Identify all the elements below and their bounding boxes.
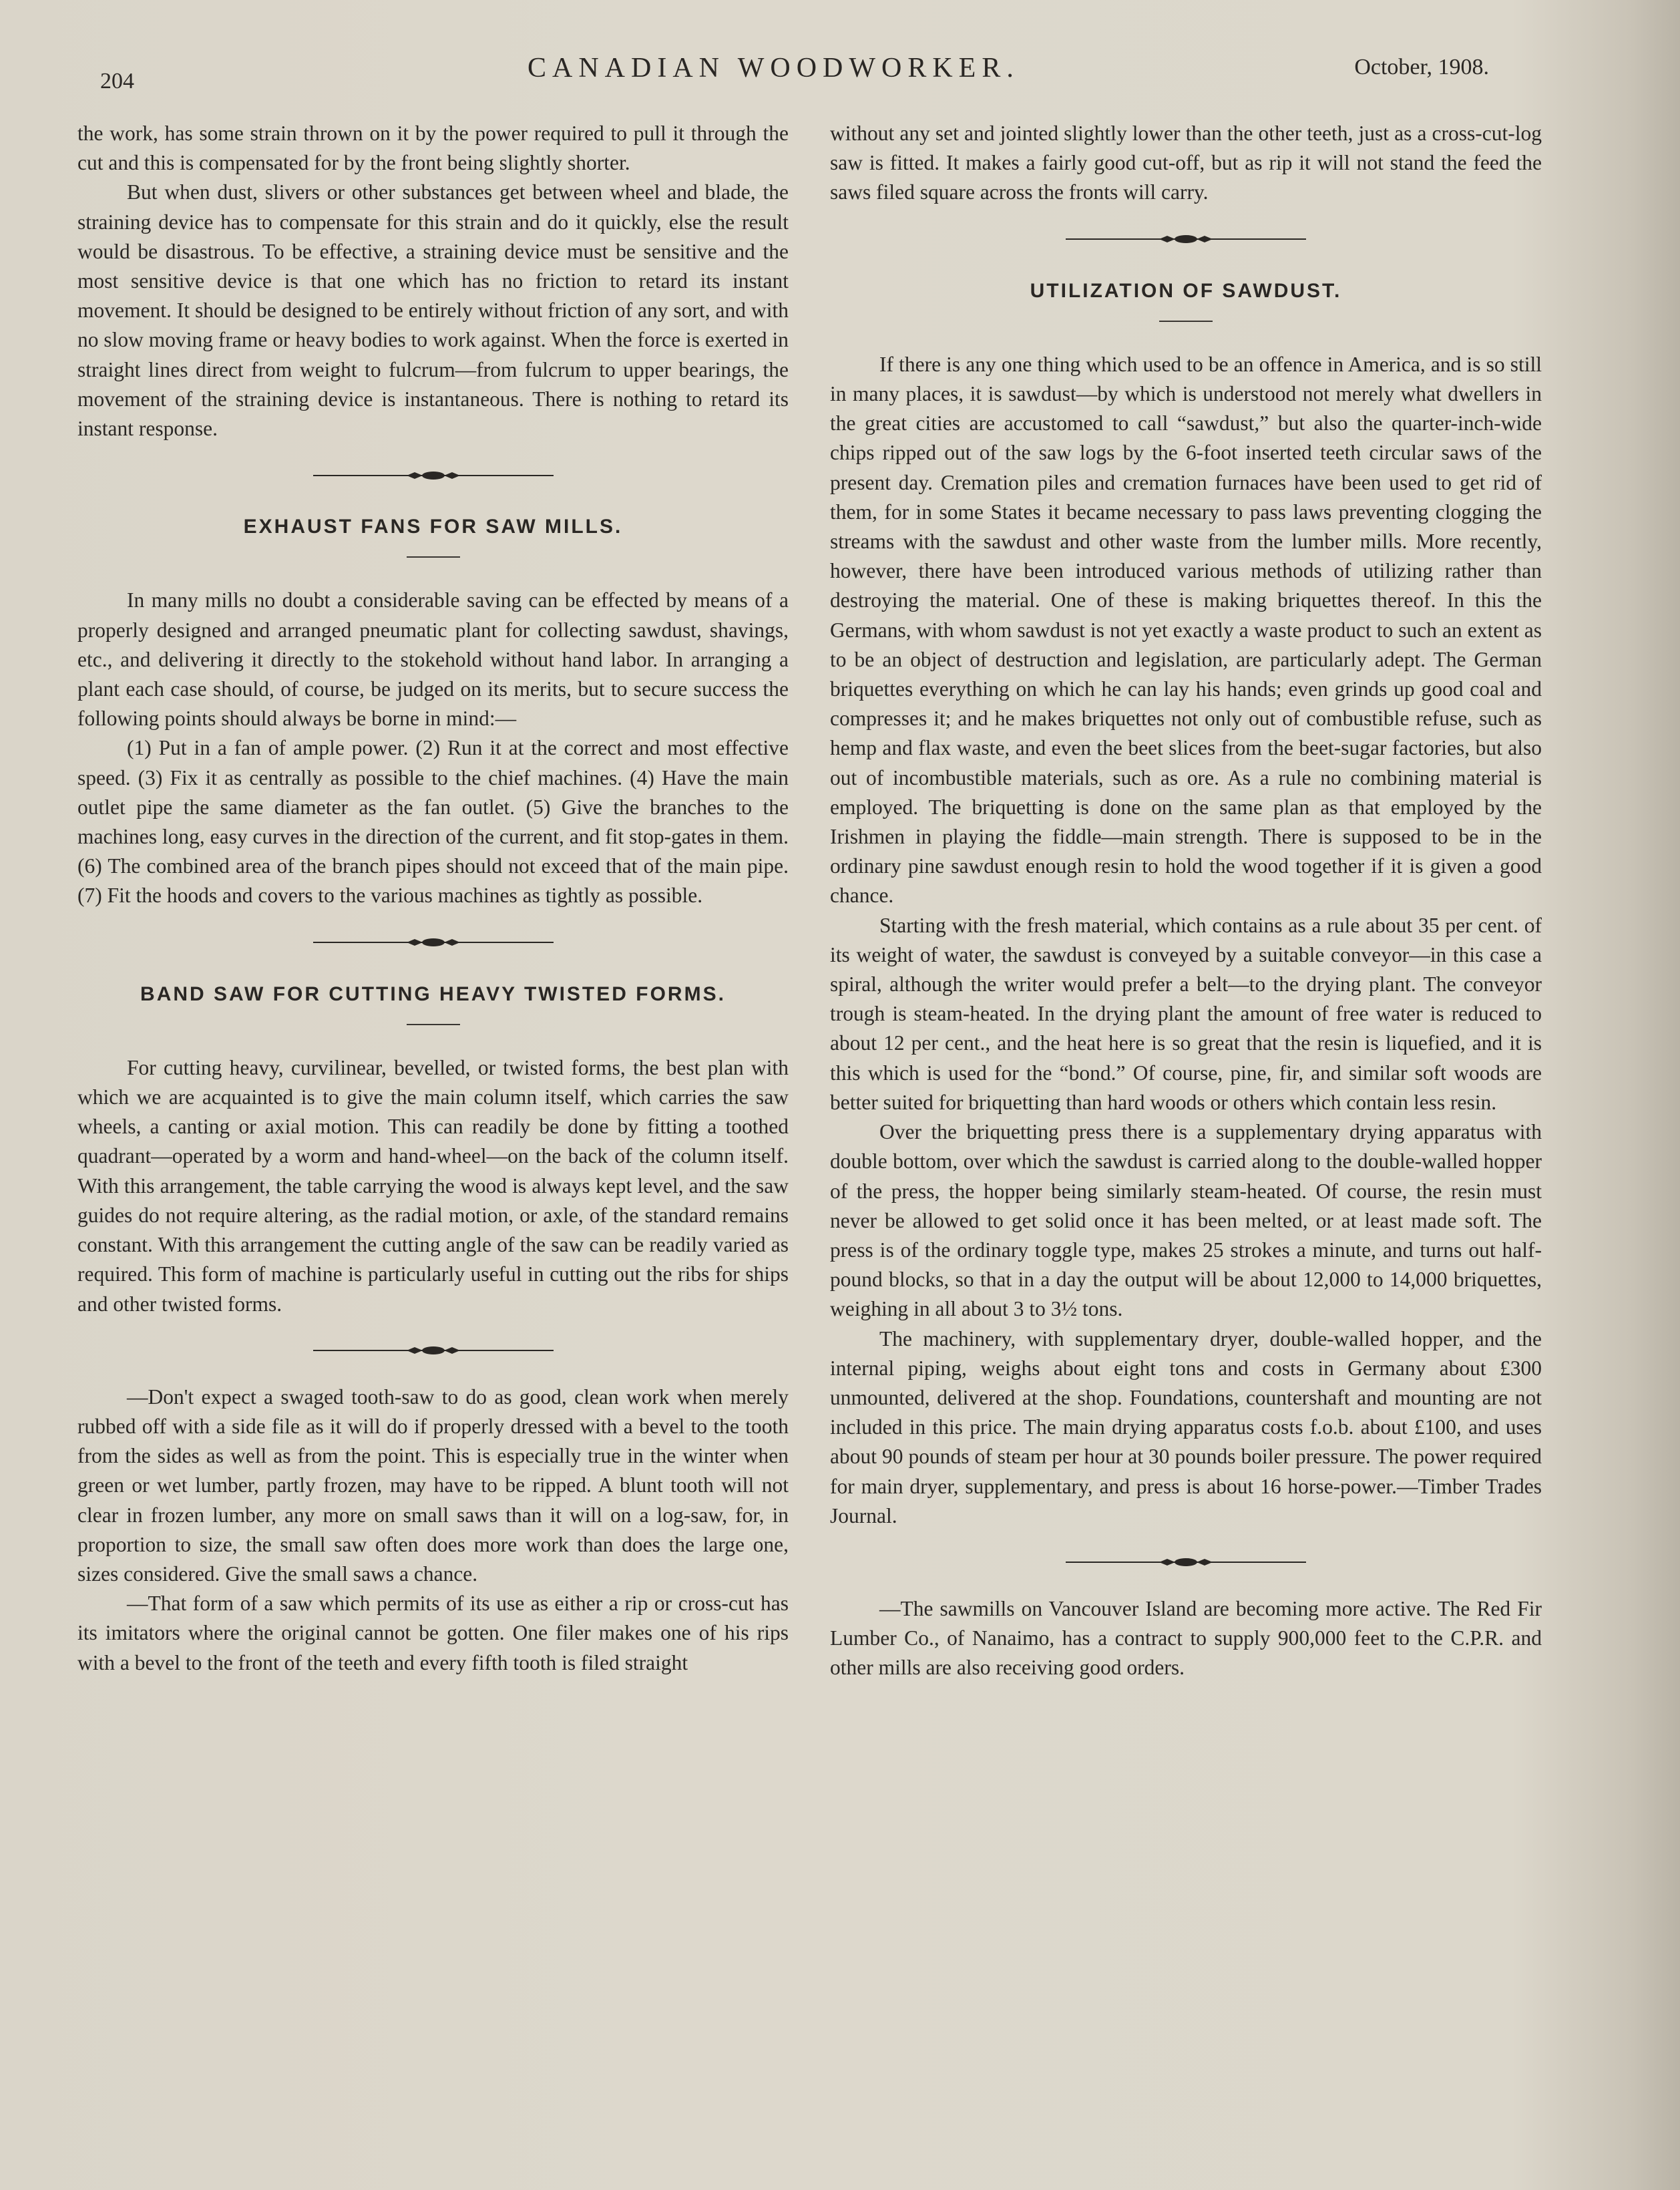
left-column	[77, 119, 789, 1678]
paragraph: —The sawmills on Vancouver Island are becoming more active. The Red Fir Lumber Co., of Nanaimo, has a contract to supply 900,000 feet to the C.P.R. and other mills are also receiving good orders.	[830, 1596, 1542, 1680]
paragraph: If there is any one thing which used to be an offence in America, and is so still in many places, it is sawdust—by which is understood not merely what dwellers in the great cities are accustomed to call “sawdust,” but also the quarter-inch-wide chips ripped out of the saw logs by the 6-foot inserted teeth circular saws of the present day. Cremation piles and cremation furnaces have been used to get rid of them, for in some States it became necessary to pass laws preventing clogging the streams with the sawdust and other waste from the lumber mills. More recently, however, there have been introduced various methods of utilizing rather than destroying the material. One of these is making briquettes thereof. In this the Germans, with whom sawdust is not yet exactly a waste product to such an extent as to be an object of destruction and legislation, are particularly adept. The German briquettes everything on which he can lay his hands; even grinds up good coal and compresses it; and he makes briquettes not only out of combustible refuse, such as hemp and flax waste, and even the beet slices from the beet-sugar factories, but also out of incombustible materials, such as ore. As a rule no combining material is employed. The briquetting is done on the same plan as that employed by the Irishmen in playing the fiddle—main strength. There is supposed to be in the ordinary pine sawdust enough resin to hold the wood together if it is given a good chance.	[830, 352, 1542, 908]
ornament-rule-icon	[1066, 1556, 1306, 1569]
right-column	[830, 119, 1542, 1683]
section-ornament	[830, 208, 1542, 271]
section-heading-exhaust-fans: EXHAUST FANS FOR SAW MILLS.	[243, 516, 623, 538]
section-ornament	[77, 1319, 789, 1383]
paragraph: Over the briquetting press there is a supplementary drying apparatus with double bottom, over which the sawdust is carried along to the double-walled hopper of the press, the hopper being similarly steam-heated. Of course, the resin must never be allowed to get solid once it has been melted, or at least made soft. The press is of the ordinary toggle type, makes 25 strokes a minute, and turns out half-pound blocks, so that in a day the output will be about 12,000 to 14,000 briquettes, weighing in all about 3 to 3½ tons.	[830, 1120, 1542, 1321]
section-ornament	[830, 1531, 1542, 1594]
journal-title: CANADIAN WOODWORKER.	[528, 53, 1020, 83]
paragraph: In many mills no doubt a considerable saving can be effected by means of a properly designed and arranged pneumatic plant for collecting sawdust, shavings, etc., and delivering it directly to the stokehold without hand labor. In arranging a plant each case should, of course, be judged on its merits, but to secure success the following points should always be borne in mind:—	[77, 588, 789, 731]
page-number: 204	[100, 69, 134, 94]
paragraph: the work, has some strain thrown on it by the power required to pull it through the cut and this is compensated for by the front being slightly shorter.	[77, 122, 789, 175]
section-heading-band-saw: BAND SAW FOR CUTTING HEAVY TWISTED FORMS.	[140, 982, 726, 1005]
paragraph: —Don't expect a swaged tooth-saw to do as good, clean work when merely rubbed off with a side file as it will do if properly dressed with a bevel to the tooth from the sides as well as from the point. This is especially true in the winter when green or wet lumber, partly frozen, may have to be ripped. A blunt tooth will not clear in frozen lumber, any more on small saws than it will on a log-saw, for, in proportion to size, the small saw often does more work than does the large one, sizes considered. Give the small saws a chance.	[77, 1385, 789, 1586]
paragraph: Starting with the fresh material, which contains as a rule about 35 per cent. of its weight of water, the sawdust is conveyed by a suitable conveyor—in this case a spiral, although the writer would prefer a belt—to the drying plant. The conveyor trough is steam-heated. In the drying plant the amount of free water is reduced to about 12 per cent., and the heat here is so great that the resin is liquefied, and it is this which is used for the “bond.” Of course, pine, fir, and similar soft woods are better suited for briquetting than hard woods or others which contain less resin.	[830, 913, 1542, 1114]
heading-rule	[407, 1024, 460, 1025]
issue-date: October, 1908.	[1354, 55, 1489, 79]
ornament-rule-icon	[313, 469, 554, 482]
heading-rule	[1159, 321, 1213, 322]
ornament-rule-icon	[1066, 232, 1306, 246]
paragraph: without any set and jointed slightly lower than the other teeth, just as a cross-cut-log saw is fitted. It makes a fairly good cut-off, but as rip it will not stand the feed the saws filed square across the fronts will carry.	[830, 122, 1542, 204]
paragraph: The machinery, with supplementary dryer, double-walled hopper, and the internal piping, weighs about eight tons and costs in Germany about £300 unmounted, delivered at the shop. Foundations, countershaft and mounting are not included in this price. The main drying apparatus costs f.o.b. about £100, and uses about 90 pounds of steam per hour at 30 pounds boiler pressure. The power required for main dryer, supplementary, and press is about 16 horse-power.—Timber Trades Journal.	[830, 1326, 1542, 1527]
page-header	[100, 52, 1489, 99]
heading-rule	[407, 556, 460, 558]
section-ornament	[77, 911, 789, 974]
section-heading-sawdust: UTILIZATION OF SAWDUST.	[1030, 279, 1342, 302]
paragraph: —That form of a saw which permits of its use as either a rip or cross-cut has its imitators where the original cannot be gotten. One filer makes one of his rips with a bevel to the front of the teeth and every fifth tooth is filed straight	[77, 1592, 789, 1674]
ornament-rule-icon	[313, 1344, 554, 1357]
paragraph: (1) Put in a fan of ample power. (2) Run it at the correct and most effective speed. (3) Fix it as centrally as possible to the chief machines. (4) Have the main outlet pipe the same diameter as the fan outlet. (5) Give the branches to the machines long, easy curves in the direction of the current, and fit stop-gates in them. (6) The combined area of the branch pipes should not exceed that of the main pipe. (7) Fit the hoods and covers to the various machines as tightly as possible.	[77, 736, 789, 908]
section-ornament	[77, 443, 789, 507]
paragraph: For cutting heavy, curvilinear, bevelled, or twisted forms, the best plan with which we are acquainted is to give the main column itself, which carries the saw wheels, a canting or axial motion. This can readily be done by fitting a toothed quadrant—operated by a worm and hand-wheel—on the back of the column itself. With this arrangement, the table carrying the wood is always kept level, and the saw guides do not require altering, as the radial motion, or axle, of the standard remains constant. With this arrangement the cutting angle of the saw can be readily varied as required. This form of machine is particularly useful in cutting out the ribs for ships and other twisted forms.	[77, 1055, 789, 1316]
paragraph: But when dust, slivers or other substances get between wheel and blade, the straining device has to compensate for this strain and do it quickly, else the result would be disastrous. To be effective, a straining device must be sensitive and the most sensitive device is that one which has no friction to retard its instant movement. It should be designed to be entirely without friction of any sort, and with no slow moving frame or heavy bodies to work against. When the force is exerted in straight lines direct from weight to fulcrum—from fulcrum to upper bearings, the movement of the straining device is instantaneous. There is nothing to retard its instant response.	[77, 180, 789, 441]
ornament-rule-icon	[313, 936, 554, 949]
